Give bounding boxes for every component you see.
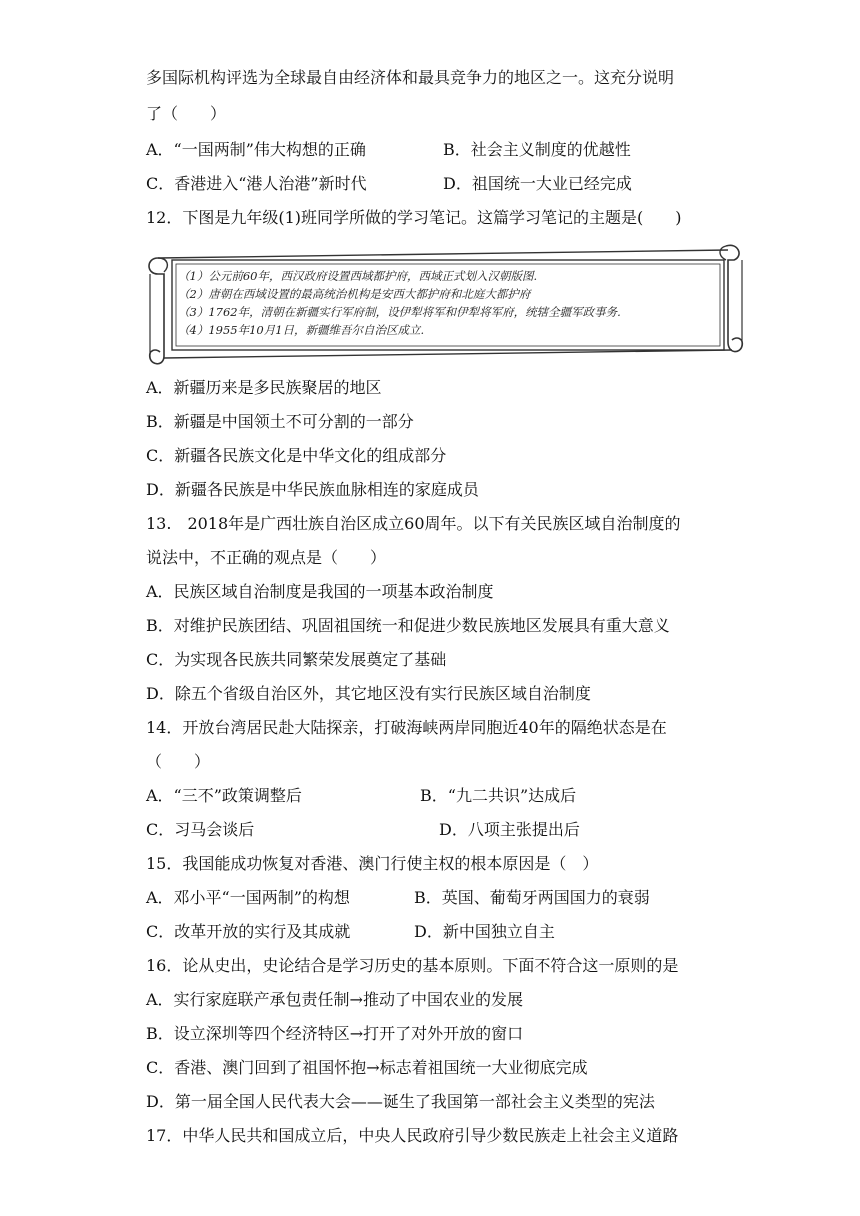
q16-option-b: B．设立深圳等四个经济特区→打开了对外开放的窗口 (146, 1024, 524, 1043)
q14-option-a: A．“三不”政策调整后 (146, 786, 302, 805)
q16-option-a: A．实行家庭联产承包责任制→推动了中国农业的发展 (146, 990, 523, 1009)
q12-stem: 12．下图是九年级(1)班同学所做的学习笔记。这篇学习笔记的主题是( ) (146, 208, 682, 227)
q14-stem-line1: 14．开放台湾居民赴大陆探亲，打破海峡两岸同胞近40年的隔绝状态是在 (146, 718, 667, 737)
q13-stem-line1: 13. 2018年是广西壮族自治区成立60周年。以下有关民族区域自治制度的 (146, 514, 681, 533)
q14-option-c: C．习马会谈后 (146, 820, 255, 839)
study-notes-content (172, 260, 712, 352)
q11-stem-line2: 了（ ） (146, 104, 227, 123)
q15-option-c: C．改革开放的实行及其成就 (146, 922, 351, 941)
note-line-3: （3）1762年，清朝在新疆实行军府制，设伊犁将军和伊犁将军府，统辖全疆军政事务. (178, 305, 621, 319)
q15-stem: 15．我国能成功恢复对香港、澳门行使主权的根本原因是（ ） (146, 854, 599, 873)
q13-option-d: D．除五个省级自治区外，其它地区没有实行民族区域自治制度 (146, 684, 591, 703)
q14-option-d: D．八项主张提出后 (439, 820, 580, 839)
q15-option-a: A．邓小平“一国两制”的构想 (146, 888, 350, 907)
q13-stem-line2: 说法中，不正确的观点是（ ） (146, 548, 387, 567)
q13-option-b: B．对维护民族团结、巩固祖国统一和促进少数民族地区发展具有重大意义 (146, 616, 670, 635)
q12-option-a: A．新疆历来是多民族聚居的地区 (146, 378, 382, 397)
q16-stem: 16．论从史出，史论结合是学习历史的基本原则。下面不符合这一原则的是 (146, 956, 679, 975)
q11-option-d: D．祖国统一大业已经完成 (443, 174, 632, 193)
q13-option-c: C．为实现各民族共同繁荣发展奠定了基础 (146, 650, 447, 669)
q15-option-d: D．新中国独立自主 (414, 922, 555, 941)
note-line-4: （4）1955年10月1日，新疆维吾尔自治区成立. (178, 323, 425, 337)
q13-option-a: A．民族区域自治制度是我国的一项基本政治制度 (146, 582, 494, 601)
q11-option-c: C．香港进入“港人治港”新时代 (146, 174, 367, 193)
q12-option-c: C．新疆各民族文化是中华文化的组成部分 (146, 446, 447, 465)
study-notes-scroll (142, 238, 748, 370)
note-line-2: （2）唐朝在西域设置的最高统治机构是安西大都护府和北庭大都护府 (178, 287, 531, 301)
q11-option-b: B．社会主义制度的优越性 (443, 140, 631, 159)
q17-stem: 17．中华人民共和国成立后，中央人民政府引导少数民族走上社会主义道路 (146, 1126, 679, 1145)
q16-option-c: C．香港、澳门回到了祖国怀抱→标志着祖国统一大业彻底完成 (146, 1058, 588, 1077)
q14-option-b: B．“九二共识”达成后 (420, 786, 577, 805)
note-line-1: （1）公元前60年，西汉政府设置西域都护府，西域正式划入汉朝版图. (178, 269, 538, 283)
q11-stem-line1: 多国际机构评选为全球最自由经济体和最具竞争力的地区之一。这充分说明 (146, 68, 675, 87)
q14-stem-line2: （ ） (146, 752, 211, 771)
q12-option-b: B．新疆是中国领土不可分割的一部分 (146, 412, 414, 431)
q16-option-d: D．第一届全国人民代表大会——诞生了我国第一部社会主义类型的宪法 (146, 1092, 655, 1111)
q15-option-b: B．英国、葡萄牙两国国力的衰弱 (414, 888, 650, 907)
q12-option-d: D．新疆各民族是中华民族血脉相连的家庭成员 (146, 480, 479, 499)
q11-option-a: A．“一国两制”伟大构想的正确 (146, 140, 366, 159)
